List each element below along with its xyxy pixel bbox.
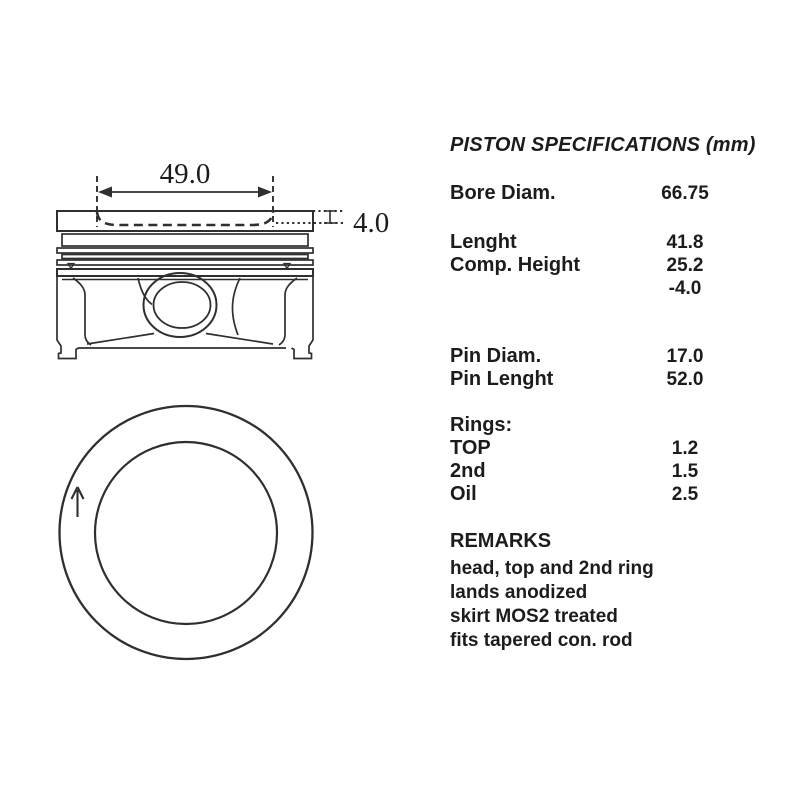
remark-line: skirt MOS2 treated: [450, 606, 618, 627]
spec-label: Pin Lenght: [450, 368, 554, 390]
spec-value: 41.8: [666, 232, 704, 253]
arrow-right-icon: [258, 187, 272, 198]
spec-label: Lenght: [450, 231, 517, 253]
spec-label: Bore Diam.: [450, 182, 556, 204]
spec-value: 66.75: [661, 183, 709, 204]
spec-row-ring-2nd: [450, 460, 780, 483]
spec-value: 1.5: [671, 461, 699, 482]
up-arrow-icon: [72, 487, 84, 517]
spec-value: 2.5: [671, 484, 699, 505]
arrow-left-icon: [98, 187, 112, 198]
piston-crown: [57, 211, 313, 231]
side-view-group: [57, 158, 389, 359]
spec-row-ring-oil: [450, 483, 780, 506]
remarks-heading: REMARKS: [450, 530, 552, 552]
width-dimension-label: 49.0: [159, 158, 211, 190]
dish-inner-circle: [95, 442, 277, 624]
spec-label: Pin Diam.: [450, 345, 542, 367]
spec-label: Comp. Height: [450, 254, 580, 276]
piston-drawing: [40, 150, 420, 710]
remark-line: head, top and 2nd ring: [450, 558, 654, 579]
spec-label: 2nd: [450, 460, 486, 482]
spec-label: Oil: [450, 483, 477, 505]
spec-row-comp-height: [450, 254, 780, 277]
dish-contour: [97, 212, 273, 225]
spec-row-ring-top: [450, 437, 780, 460]
piston-skirt: [57, 273, 313, 359]
crown-outer-circle: [60, 406, 313, 659]
spec-value: 25.2: [666, 255, 704, 276]
spec-label: Rings:: [450, 414, 513, 436]
spec-value: 17.0: [666, 346, 704, 367]
pin-bore-inner: [154, 282, 211, 328]
spec-value: 1.2: [671, 438, 699, 459]
spec-row-dish-depth: [450, 277, 780, 300]
bottom-view-group: [60, 406, 313, 659]
remark-line: fits tapered con. rod: [450, 630, 633, 651]
spec-row-length: [450, 231, 780, 254]
spec-row-pin-length: [450, 368, 780, 391]
spec-value: 52.0: [666, 369, 704, 390]
spec-panel: [450, 130, 780, 690]
spec-row-bore: [450, 182, 780, 205]
spec-row-pin-diam: [450, 345, 780, 368]
width-dimension: [97, 158, 273, 227]
depth-tick: [324, 211, 336, 223]
spec-row-rings: [450, 414, 780, 437]
spec-label: TOP: [450, 437, 491, 459]
page-title: PISTON SPECIFICATIONS (mm): [450, 134, 756, 156]
depth-dimension-label: 4.0: [353, 207, 390, 239]
spec-value: -4.0: [668, 278, 702, 299]
remark-line: lands anodized: [450, 582, 588, 603]
